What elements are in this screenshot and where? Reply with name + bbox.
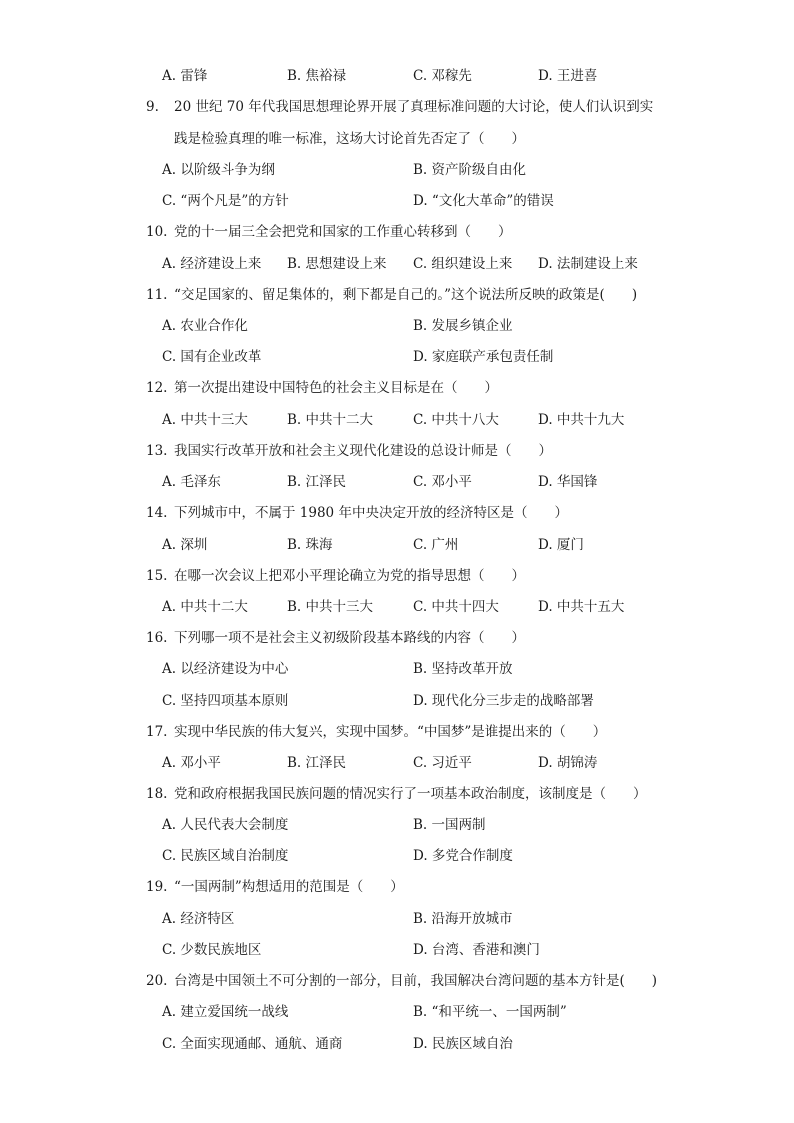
- option-a: A. 以经济建设为中心: [162, 661, 289, 677]
- option-c: C. 中共十四大: [413, 599, 499, 615]
- option-b: B. 资产阶级自由化: [413, 162, 527, 178]
- option-d: D. 现代化分三步走的战略部署: [413, 693, 594, 709]
- question-20: [146, 971, 676, 991]
- question-12: [146, 378, 676, 398]
- option-b: B. 沿海开放城市: [413, 911, 513, 927]
- option-b: B. 发展乡镇企业: [413, 318, 513, 334]
- option-a: A. 人民代表大会制度: [162, 817, 289, 833]
- question-number: 15.: [146, 568, 168, 584]
- option-b: B. 思想建设上来: [287, 256, 387, 272]
- option-c: C. 坚持四项基本原则: [162, 693, 289, 709]
- q9-options-row2: [162, 191, 682, 211]
- q11-options-row2: [162, 347, 682, 367]
- q18-options-row2: [162, 846, 682, 866]
- question-stem: 实现中华民族的伟大复兴，实现中国梦。“中国梦”是谁提出来的（ ）: [174, 724, 607, 740]
- option-d: D. 民族区域自治: [413, 1036, 513, 1052]
- option-d: D. 中共十五大: [538, 599, 625, 615]
- option-d: D. 胡锦涛: [538, 755, 598, 771]
- question-17: [146, 722, 676, 742]
- q13-options: [162, 472, 682, 492]
- option-c: C. 广州: [413, 537, 459, 553]
- option-d: D. 法制建设上来: [538, 256, 638, 272]
- question-13: [146, 441, 676, 461]
- question-number: 14.: [146, 505, 168, 521]
- option-a: A. 以阶级斗争为纲: [162, 162, 275, 178]
- question-number: 16.: [146, 630, 168, 646]
- option-a: A. 建立爱国统一战线: [162, 1004, 289, 1020]
- question-16: [146, 628, 676, 648]
- option-d: D. 王进喜: [538, 68, 598, 84]
- q20-options-row1: [162, 1002, 682, 1022]
- option-b: B. 江泽民: [287, 755, 347, 771]
- question-9-stem-line2: 践是检验真理的唯一标准，这场大讨论首先否定了（ ）: [174, 131, 525, 147]
- q12-options: [162, 410, 682, 430]
- q16-options-row2: [162, 691, 682, 711]
- q17-options: [162, 753, 682, 773]
- option-c: C. “两个凡是”的方针: [162, 193, 289, 209]
- question-stem: “交足国家的、留足集体的，剩下都是自己的。”这个说法所反映的政策是( ): [174, 287, 638, 303]
- question-number: 13.: [146, 443, 168, 459]
- question-number: 20.: [146, 973, 168, 989]
- question-stem: 下列哪一项不是社会主义初级阶段基本路线的内容（ ）: [174, 630, 525, 646]
- question-19: [146, 877, 676, 897]
- option-c: C. 民族区域自治制度: [162, 848, 289, 864]
- question-number: 19.: [146, 879, 168, 895]
- question-18: [146, 784, 676, 804]
- option-b: B. 焦裕禄: [287, 68, 347, 84]
- option-a: A. 经济建设上来: [162, 256, 262, 272]
- q11-options-row1: [162, 316, 682, 336]
- question-stem: 第一次提出建设中国特色的社会主义目标是在（ ）: [174, 380, 498, 396]
- option-d: D. 华国锋: [538, 474, 598, 490]
- option-b: B. “和平统一、一国两制”: [413, 1004, 567, 1020]
- question-15: [146, 566, 676, 586]
- option-d: D. 中共十九大: [538, 412, 625, 428]
- question-stem: 台湾是中国领土不可分割的一部分，目前，我国解决台湾问题的基本方针是( ): [174, 973, 658, 989]
- option-b: B. 江泽民: [287, 474, 347, 490]
- option-c: C. 中共十八大: [413, 412, 499, 428]
- question-stem: 我国实行改革开放和社会主义现代化建设的总设计师是（ ）: [174, 443, 552, 459]
- option-d: D. 多党合作制度: [413, 848, 513, 864]
- question-number: 9.: [146, 99, 159, 115]
- option-c: C. 国有企业改革: [162, 349, 262, 365]
- option-a: A. 雷锋: [162, 68, 208, 84]
- question-9: [146, 97, 676, 117]
- question-stem: 在哪一次会议上把邓小平理论确立为党的指导思想（ ）: [174, 568, 525, 584]
- question-10: [146, 222, 676, 242]
- option-c: C. 少数民族地区: [162, 942, 262, 958]
- option-b: B. 珠海: [287, 537, 333, 553]
- question-number: 18.: [146, 786, 168, 802]
- option-c: C. 邓稼先: [413, 68, 472, 84]
- question-stem: “一国两制”构想适用的范围是（ ）: [174, 879, 404, 895]
- option-b: B. 中共十二大: [287, 412, 374, 428]
- q18-options-row1: [162, 815, 682, 835]
- q15-options: [162, 597, 682, 617]
- option-a: A. 中共十三大: [162, 412, 248, 428]
- option-a: A. 中共十二大: [162, 599, 248, 615]
- question-number: 12.: [146, 380, 168, 396]
- q14-options: [162, 535, 682, 555]
- q19-options-row2: [162, 940, 682, 960]
- option-d: D. “文化大革命”的错误: [413, 193, 554, 209]
- question-11: [146, 285, 676, 305]
- option-c: C. 习近平: [413, 755, 472, 771]
- question-stem: 下列城市中，不属于 1980 年中央决定开放的经济特区是（ ）: [174, 505, 568, 521]
- question-number: 17.: [146, 724, 168, 740]
- q8-options: [162, 66, 682, 86]
- question-stem: 20 世纪 70 年代我国思想理论界开展了真理标准问题的大讨论，使人们认识到实: [174, 99, 654, 115]
- option-d: D. 台湾、香港和澳门: [413, 942, 540, 958]
- option-b: B. 中共十三大: [287, 599, 374, 615]
- option-a: A. 毛泽东: [162, 474, 221, 490]
- q20-options-row2: [162, 1034, 682, 1054]
- option-a: A. 邓小平: [162, 755, 221, 771]
- option-a: A. 农业合作化: [162, 318, 248, 334]
- option-a: A. 经济特区: [162, 911, 235, 927]
- question-number: 10.: [146, 224, 168, 240]
- option-b: B. 一国两制: [413, 817, 486, 833]
- option-c: C. 组织建设上来: [413, 256, 513, 272]
- option-d: D. 厦门: [538, 537, 584, 553]
- question-stem: 党的十一届三全会把党和国家的工作重心转移到（ ）: [174, 224, 512, 240]
- q10-options: [162, 254, 682, 274]
- q9-options-row1: [162, 160, 682, 180]
- question-14: [146, 503, 676, 523]
- option-c: C. 全面实现通邮、通航、通商: [162, 1036, 343, 1052]
- q19-options-row1: [162, 909, 682, 929]
- question-number: 11.: [146, 287, 168, 303]
- option-b: B. 坚持改革开放: [413, 661, 513, 677]
- option-a: A. 深圳: [162, 537, 208, 553]
- q16-options-row1: [162, 659, 682, 679]
- option-c: C. 邓小平: [413, 474, 472, 490]
- option-d: D. 家庭联产承包责任制: [413, 349, 554, 365]
- question-stem: 党和政府根据我国民族问题的情况实行了一项基本政治制度，该制度是（ ）: [174, 786, 647, 802]
